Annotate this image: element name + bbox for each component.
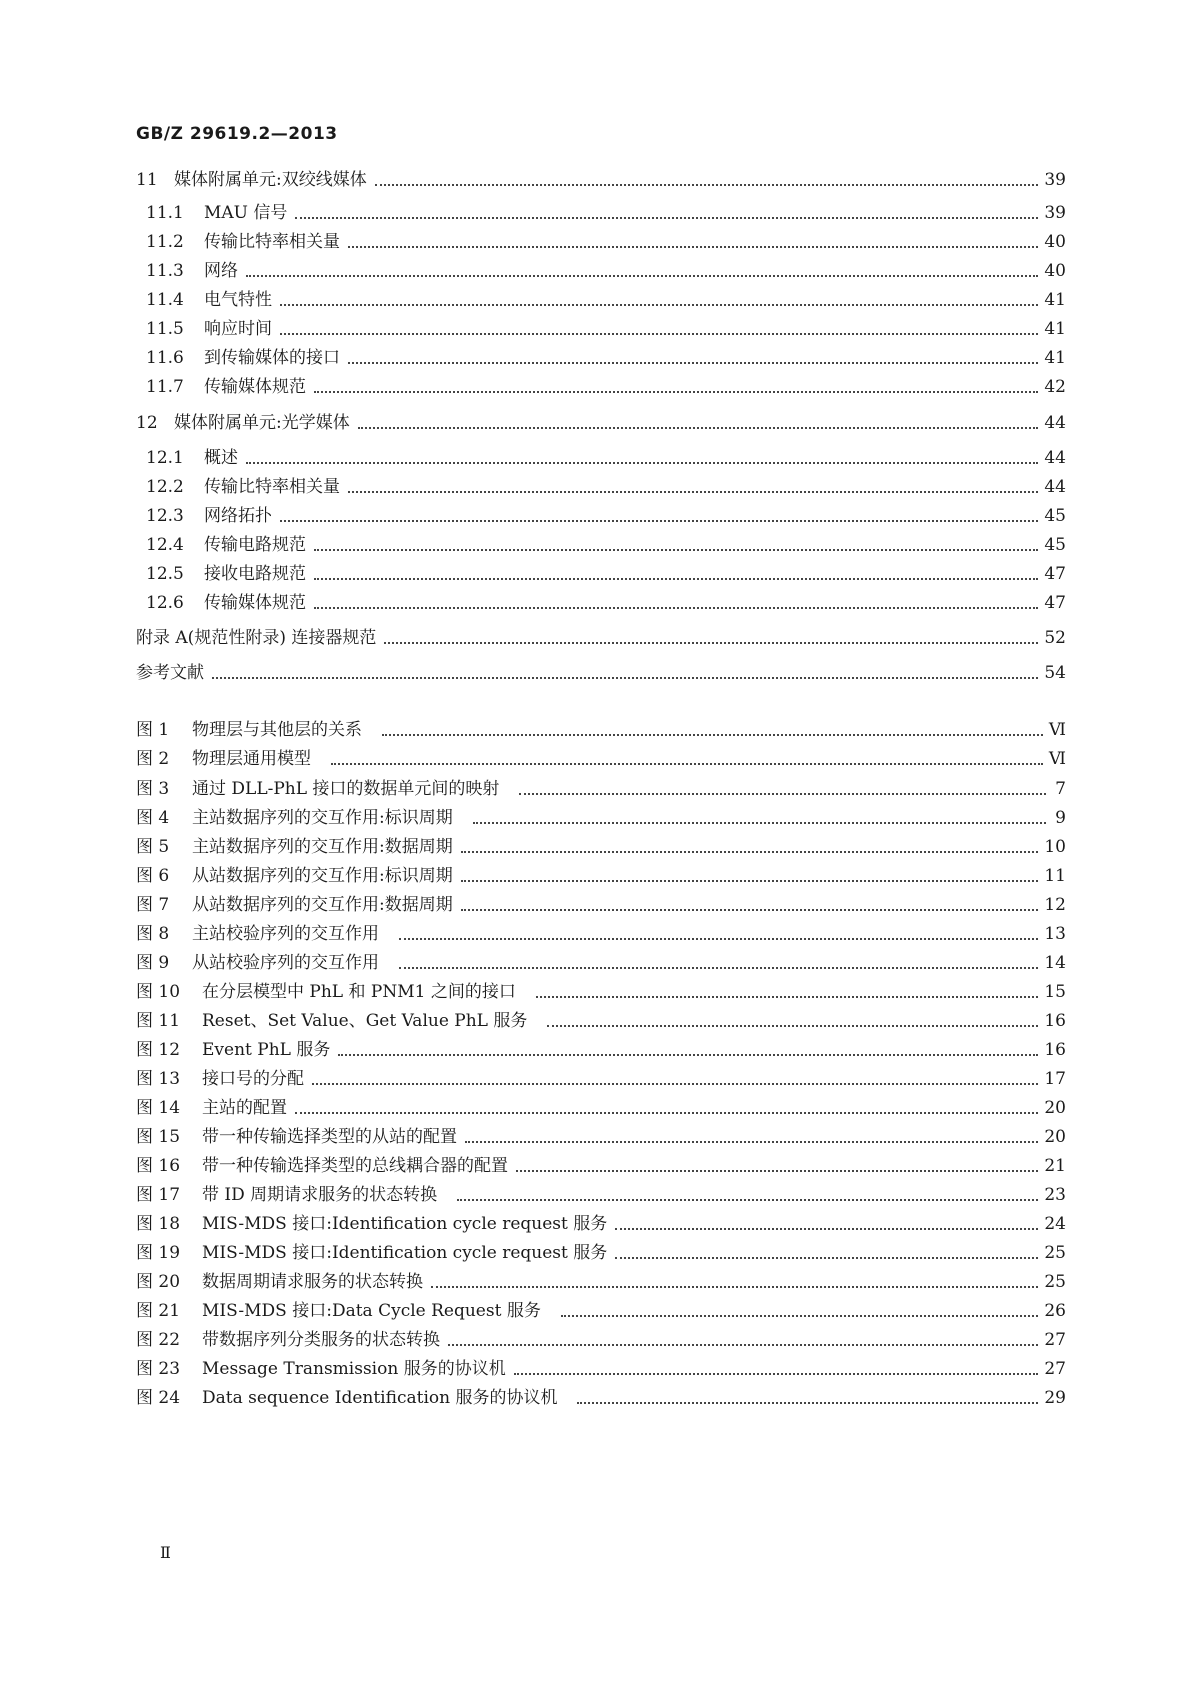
toc-entry-number: 11.4 [146, 290, 184, 310]
toc-section-11-2[interactable] [136, 229, 1066, 255]
toc-section-12-6[interactable] [136, 590, 1066, 616]
toc-entry-page: 44 [1044, 413, 1066, 433]
figure-number: 图 3 [136, 779, 170, 799]
toc-entry-title: 概述 [204, 448, 238, 468]
toc-section-11-4[interactable] [136, 287, 1066, 313]
figure-number: 图 5 [136, 837, 170, 857]
toc-entry-title: 传输媒体规范 [204, 377, 306, 397]
figure-number: 图 13 [136, 1069, 181, 1089]
figure-number: 图 21 [136, 1301, 181, 1321]
toc-entry-page: 39 [1044, 170, 1066, 190]
toc-entry-title: 响应时间 [204, 319, 272, 339]
figure-title: MIS-MDS 接口:Identification cycle request 服务 [202, 1214, 608, 1234]
figure-page: 12 [1044, 895, 1066, 915]
toc-figure-8[interactable] [136, 921, 1066, 947]
figure-title: Message Transmission 服务的协议机 [202, 1359, 506, 1379]
dot-leader [331, 763, 1043, 765]
dot-leader [514, 1373, 1039, 1375]
dot-leader [246, 462, 1038, 464]
figure-page: 27 [1044, 1330, 1066, 1350]
dot-leader [473, 822, 1046, 824]
dot-leader [382, 734, 1043, 736]
figure-number: 图 10 [136, 982, 181, 1002]
toc-entry-number: 12.6 [146, 593, 184, 613]
toc-entry-number: 12 [136, 413, 158, 433]
toc-section-12-2[interactable] [136, 474, 1066, 500]
toc-entry-number: 11.3 [146, 261, 184, 281]
toc-entry-number: 11.6 [146, 348, 184, 368]
figure-number: 图 20 [136, 1272, 181, 1292]
figure-page: 20 [1044, 1127, 1066, 1147]
figure-number: 图 2 [136, 749, 170, 769]
toc-entry-number: 12.4 [146, 535, 184, 555]
toc-annex-a[interactable] [136, 625, 1066, 651]
toc-section-12[interactable] [136, 410, 1066, 436]
figure-number: 图 18 [136, 1214, 181, 1234]
figure-title: 主站数据序列的交互作用:数据周期 [192, 837, 453, 857]
figure-page: Ⅵ [1048, 720, 1066, 740]
dot-leader [399, 967, 1038, 969]
toc-entry-number: 11.5 [146, 319, 184, 339]
dot-leader [314, 578, 1038, 580]
toc-figure-1[interactable] [136, 717, 1066, 743]
toc-figure-15[interactable] [136, 1124, 1066, 1150]
toc-figure-16[interactable] [136, 1153, 1066, 1179]
toc-section-11[interactable] [136, 167, 1066, 193]
figure-number: 图 23 [136, 1359, 181, 1379]
toc-entry-page: 47 [1044, 593, 1066, 613]
figure-title: 从站数据序列的交互作用:标识周期 [192, 866, 453, 886]
dot-leader [246, 275, 1038, 277]
toc-section-12-1[interactable] [136, 445, 1066, 471]
figure-title: 带 ID 周期请求服务的状态转换 [202, 1185, 438, 1205]
figure-title: 物理层通用模型 [192, 749, 311, 769]
toc-entry-page: 41 [1044, 319, 1066, 339]
dot-leader [348, 246, 1038, 248]
dot-leader [399, 938, 1038, 940]
toc-figure-4[interactable] [136, 805, 1066, 831]
dot-leader [375, 184, 1039, 186]
toc-entry-number: 12.2 [146, 477, 184, 497]
dot-leader [461, 909, 1039, 911]
figure-title: 数据周期请求服务的状态转换 [202, 1272, 423, 1292]
figure-title: 带数据序列分类服务的状态转换 [202, 1330, 440, 1350]
figure-title: Reset、Set Value、Get Value PhL 服务 [202, 1011, 528, 1031]
toc-figure-22[interactable] [136, 1327, 1066, 1353]
toc-entry-page: 45 [1044, 535, 1066, 555]
figure-number: 图 4 [136, 808, 170, 828]
toc-figure-24[interactable] [136, 1385, 1066, 1411]
toc-entry-title: 媒体附属单元:光学媒体 [174, 413, 350, 433]
toc-figure-10[interactable] [136, 979, 1066, 1005]
figure-page: 25 [1044, 1243, 1066, 1263]
dot-leader [314, 391, 1038, 393]
figure-number: 图 15 [136, 1127, 181, 1147]
toc-entry-number: 11.2 [146, 232, 184, 252]
dot-leader [561, 1315, 1039, 1317]
figure-number: 图 14 [136, 1098, 181, 1118]
figure-number: 图 11 [136, 1011, 181, 1031]
dot-leader [295, 217, 1038, 219]
toc-bibliography[interactable] [136, 660, 1066, 686]
toc-entry-title: 媒体附属单元:双绞线媒体 [174, 170, 367, 190]
figure-page: 21 [1044, 1156, 1066, 1176]
toc-section-12-5[interactable] [136, 561, 1066, 587]
dot-leader [448, 1344, 1038, 1346]
toc-entry-page: 40 [1044, 232, 1066, 252]
toc-figure-17[interactable] [136, 1182, 1066, 1208]
figure-page: 15 [1044, 982, 1066, 1002]
toc-section-11-6[interactable] [136, 345, 1066, 371]
figure-page: 9 [1055, 808, 1066, 828]
toc-figure-5[interactable] [136, 834, 1066, 860]
dot-leader [615, 1228, 1038, 1230]
figure-number: 图 8 [136, 924, 170, 944]
figure-title: MIS-MDS 接口:Identification cycle request 服务 [202, 1243, 608, 1263]
figure-page: 7 [1055, 779, 1066, 799]
figure-number: 图 7 [136, 895, 170, 915]
toc-entry-page: 42 [1044, 377, 1066, 397]
figure-title: 物理层与其他层的关系 [192, 720, 362, 740]
figure-title: 带一种传输选择类型的从站的配置 [202, 1127, 457, 1147]
figure-page: 23 [1044, 1185, 1066, 1205]
figure-title: MIS-MDS 接口:Data Cycle Request 服务 [202, 1301, 541, 1321]
figure-title: 接口号的分配 [202, 1069, 304, 1089]
figure-page: 26 [1044, 1301, 1066, 1321]
dot-leader [338, 1054, 1038, 1056]
toc-entry-title: 到传输媒体的接口 [204, 348, 340, 368]
figure-number: 图 6 [136, 866, 170, 886]
figure-page: 24 [1044, 1214, 1066, 1234]
toc-entry-number: 12.3 [146, 506, 184, 526]
toc-section-11-7[interactable] [136, 374, 1066, 400]
toc-figure-21[interactable] [136, 1298, 1066, 1324]
toc-entry-page: 41 [1044, 348, 1066, 368]
toc-section-12-3[interactable] [136, 503, 1066, 529]
dot-leader [295, 1112, 1038, 1114]
figure-title: 主站数据序列的交互作用:标识周期 [192, 808, 453, 828]
toc-figure-6[interactable] [136, 863, 1066, 889]
toc-section-11-5[interactable] [136, 316, 1066, 342]
dot-leader [280, 304, 1038, 306]
dot-leader [358, 427, 1039, 429]
dot-leader [461, 851, 1039, 853]
toc-entry-page: 45 [1044, 506, 1066, 526]
figure-page: 11 [1044, 866, 1066, 886]
figure-title: Event PhL 服务 [202, 1040, 331, 1060]
dot-leader [384, 642, 1038, 644]
toc-entry-title: 网络拓扑 [204, 506, 272, 526]
figure-page: 10 [1044, 837, 1066, 857]
figure-page: 27 [1044, 1359, 1066, 1379]
figure-number: 图 9 [136, 953, 170, 973]
toc-entry-number: 11.7 [146, 377, 184, 397]
dot-leader [312, 1083, 1038, 1085]
toc-figure-7[interactable] [136, 892, 1066, 918]
figure-page: 14 [1044, 953, 1066, 973]
toc-entry-title: 接收电路规范 [204, 564, 306, 584]
dot-leader [615, 1257, 1038, 1259]
figure-title: 从站校验序列的交互作用 [192, 953, 379, 973]
toc-entry-page: 52 [1044, 628, 1066, 648]
figure-title: 从站数据序列的交互作用:数据周期 [192, 895, 453, 915]
figure-page: 20 [1044, 1098, 1066, 1118]
toc-figure-20[interactable] [136, 1269, 1066, 1295]
toc-figure-19[interactable] [136, 1240, 1066, 1266]
figure-number: 图 17 [136, 1185, 181, 1205]
toc-figure-18[interactable] [136, 1211, 1066, 1237]
dot-leader [212, 677, 1038, 679]
toc-entry-number: 11.1 [146, 203, 184, 223]
toc-entry-title: 参考文献 [136, 663, 204, 683]
dot-leader [519, 793, 1046, 795]
toc-entry-page: 44 [1044, 448, 1066, 468]
dot-leader [457, 1199, 1038, 1201]
toc-figure-2[interactable] [136, 746, 1066, 772]
figure-number: 图 1 [136, 720, 170, 740]
toc-entry-title: 电气特性 [204, 290, 272, 310]
toc-entry-title: 传输电路规范 [204, 535, 306, 555]
toc-figure-3[interactable] [136, 776, 1066, 802]
figure-number: 图 12 [136, 1040, 181, 1060]
dot-leader [431, 1286, 1038, 1288]
toc-figure-12[interactable] [136, 1037, 1066, 1063]
figure-title: 主站的配置 [202, 1098, 287, 1118]
toc-figure-9[interactable] [136, 950, 1066, 976]
toc-entry-title: 传输媒体规范 [204, 593, 306, 613]
toc-entry-title: MAU 信号 [204, 203, 288, 223]
dot-leader [465, 1141, 1038, 1143]
toc-entry-number: 11 [136, 170, 158, 190]
dot-leader [314, 549, 1038, 551]
toc-entry-title: 传输比特率相关量 [204, 232, 340, 252]
figure-page: 29 [1044, 1388, 1066, 1408]
dot-leader [536, 996, 1039, 998]
toc-entry-page: 47 [1044, 564, 1066, 584]
toc-figure-14[interactable] [136, 1095, 1066, 1121]
dot-leader [516, 1170, 1038, 1172]
figure-title: 主站校验序列的交互作用 [192, 924, 379, 944]
toc-entry-page: 41 [1044, 290, 1066, 310]
standard-code-header: GB/Z 29619.2—2013 [136, 124, 338, 144]
toc-section-11-1[interactable] [136, 200, 1066, 226]
toc-entry-page: 40 [1044, 261, 1066, 281]
toc-entry-page: 44 [1044, 477, 1066, 497]
figure-title: 在分层模型中 PhL 和 PNM1 之间的接口 [202, 982, 516, 1002]
figure-page: 16 [1044, 1011, 1066, 1031]
toc-section-12-4[interactable] [136, 532, 1066, 558]
figure-page: 16 [1044, 1040, 1066, 1060]
dot-leader [461, 880, 1039, 882]
page-number-footer: Ⅱ [160, 1543, 171, 1562]
toc-entry-title: 传输比特率相关量 [204, 477, 340, 497]
dot-leader [280, 333, 1038, 335]
toc-entry-number: 12.1 [146, 448, 184, 468]
dot-leader [547, 1025, 1038, 1027]
figure-page: 13 [1044, 924, 1066, 944]
figure-number: 图 24 [136, 1388, 181, 1408]
toc-figure-11[interactable] [136, 1008, 1066, 1034]
toc-entry-page: 39 [1044, 203, 1066, 223]
figure-number: 图 16 [136, 1156, 181, 1176]
toc-figure-13[interactable] [136, 1066, 1066, 1092]
dot-leader [280, 520, 1038, 522]
figure-number: 图 19 [136, 1243, 181, 1263]
figure-title: Data sequence Identification 服务的协议机 [202, 1388, 558, 1408]
figure-page: 17 [1044, 1069, 1066, 1089]
toc-figure-23[interactable] [136, 1356, 1066, 1382]
toc-section-11-3[interactable] [136, 258, 1066, 284]
toc-entry-title: 网络 [204, 261, 238, 281]
dot-leader [314, 607, 1038, 609]
toc-entry-title: 附录 A(规范性附录) 连接器规范 [136, 628, 377, 648]
figure-title: 带一种传输选择类型的总线耦合器的配置 [202, 1156, 508, 1176]
figure-title: 通过 DLL-PhL 接口的数据单元间的映射 [192, 779, 500, 799]
dot-leader [577, 1402, 1038, 1404]
toc-entry-number: 12.5 [146, 564, 184, 584]
figure-page: Ⅵ [1048, 749, 1066, 769]
figure-page: 25 [1044, 1272, 1066, 1292]
toc-entry-page: 54 [1044, 663, 1066, 683]
dot-leader [348, 491, 1038, 493]
figure-number: 图 22 [136, 1330, 181, 1350]
dot-leader [348, 362, 1038, 364]
